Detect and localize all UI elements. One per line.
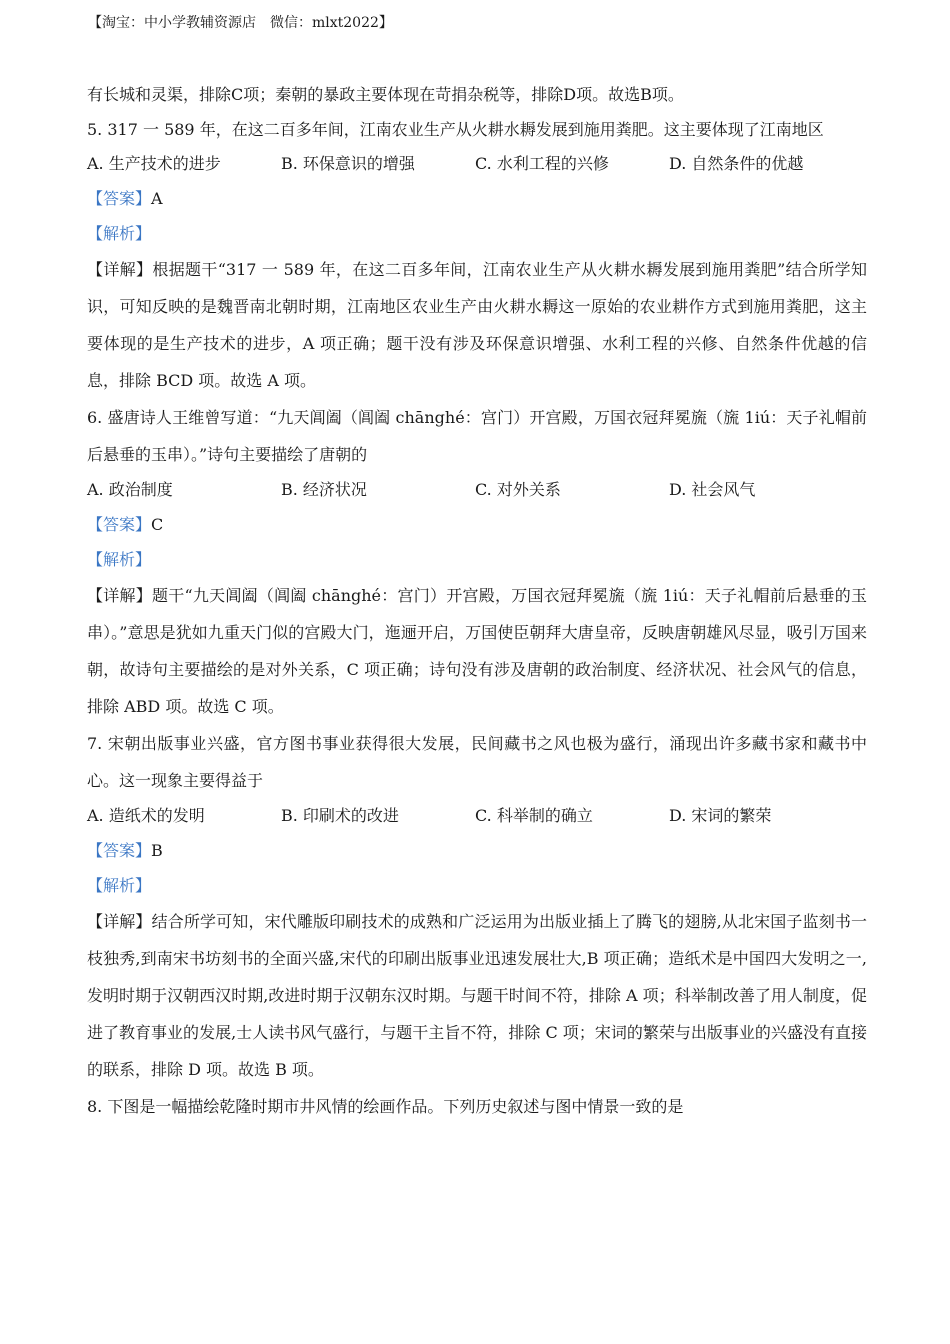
- answer-label: 【答案】: [87, 841, 152, 860]
- q5-option-a: A. 生产技术的进步: [87, 154, 221, 173]
- analysis-label: 【解析】: [87, 224, 152, 243]
- q7-options: [87, 799, 867, 833]
- q6-answer: [87, 507, 867, 543]
- analysis-label: 【解析】: [87, 550, 152, 569]
- q6-question: 6. 盛唐诗人王维曾写道：“九天阊阖（阊阖 chānghé：宫门）开宫殿，万国衣冠拜冕旒（旒 1iú：天子礼帽前后悬垂的玉串）。”诗句主要描绘了唐朝的: [87, 408, 867, 464]
- answer-label: 【答案】: [87, 515, 152, 534]
- q5-analysis: [87, 217, 867, 251]
- q7-answer: [87, 833, 867, 869]
- q6-option-d: D. 社会风气: [669, 480, 756, 499]
- q6-answer-value: C: [151, 515, 164, 534]
- detail-label: 【详解】: [87, 912, 152, 931]
- q7-detail-text: 结合所学可知，宋代雕版印刷技术的成熟和广泛运用为出版业插上了腾飞的翅膀,从北宋国子监刻书一枝独秀,到南宋书坊刻书的全面兴盛,宋代的印刷出版事业迅速发展壮大,B 项正确；造纸术是中国四大发明之一,发明时期于汉朝西汉时期,改进时期于汉朝东汉时期。与题干时间不符，排除 A 项；科举制改善了用人制度，促进了教育事业的发展,士人读书风气盛行，与题干主旨不符，排除 C 项；宋词的繁荣与出版事业的兴盛没有直接的联系，排除 D 项。故选 B 项。: [87, 912, 867, 1079]
- q5-options: [87, 147, 867, 181]
- q6-analysis: [87, 543, 867, 577]
- q6-detail: [87, 577, 867, 725]
- q5-question: 5. 317 一 589 年，在这二百多年间，江南农业生产从火耕水耨发展到施用粪肥。这主要体现了江南地区: [87, 120, 824, 139]
- q7-answer-value: B: [151, 841, 163, 860]
- q6-options: [87, 473, 867, 507]
- q8-question: 8. 下图是一幅描绘乾隆时期市井风情的绘画作品。下列历史叙述与图中情景一致的是: [87, 1097, 684, 1116]
- q7-detail: [87, 903, 867, 1088]
- q5-option-d: D. 自然条件的优越: [669, 154, 804, 173]
- q5-answer: [87, 181, 867, 217]
- q7-option-a: A. 造纸术的发明: [87, 806, 205, 825]
- answer-label: 【答案】: [87, 189, 152, 208]
- q7-question: 7. 宋朝出版事业兴盛，官方图书事业获得很大发展，民间藏书之风也极为盛行，涌现出许多藏书家和藏书中心。这一现象主要得益于: [87, 734, 867, 790]
- q7-option-d: D. 宋词的繁荣: [669, 806, 772, 825]
- q7-option-c: C. 科举制的确立: [475, 806, 593, 825]
- detail-label: 【详解】: [87, 586, 152, 605]
- previous-explanation-tail: 有长城和灵渠，排除C项；秦朝的暴政主要体现在苛捐杂税等，排除D项。故选B项。: [87, 85, 684, 104]
- q7-analysis: [87, 869, 867, 903]
- document-body: [87, 76, 867, 1125]
- q6-detail-text: 题干“九天阊阖（阊阖 chānghé：宫门）开宫殿，万国衣冠拜冕旒（旒 1iú：天子礼帽前后悬垂的玉串）。”意思是犹如九重天门似的宫殿大门，迤逦开启，万国使臣朝拜大唐皇帝，反映唐朝雄风尽显，吸引万国来朝，故诗句主要描绘的是对外关系，C 项正确；诗句没有涉及唐朝的政治制度、经济状况、社会风气的信息，排除 ABD 项。故选 C 项。: [87, 586, 867, 716]
- detail-label: 【详解】: [87, 260, 153, 279]
- q5-option-b: B. 环保意识的增强: [281, 154, 415, 173]
- q5-option-c: C. 水利工程的兴修: [475, 154, 609, 173]
- q5-detail: [87, 251, 867, 399]
- q6-option-a: A. 政治制度: [87, 480, 173, 499]
- q7-option-b: B. 印刷术的改进: [281, 806, 399, 825]
- page-header: 【淘宝：中小学教辅资源店 微信：mlxt2022】: [88, 15, 393, 31]
- q6-option-c: C. 对外关系: [475, 480, 561, 499]
- analysis-label: 【解析】: [87, 876, 152, 895]
- q5-detail-text: 根据题干“317 一 589 年，在这二百多年间，江南农业生产从火耕水耨发展到施用粪肥”结合所学知识，可知反映的是魏晋南北朝时期，江南地区农业生产由火耕水耨这一原始的农业耕作方式到施用粪肥，这主要体现的是生产技术的进步，A 项正确；题干没有涉及环保意识增强、水利工程的兴修、自然条件优越的信息，排除 BCD 项。故选 A 项。: [87, 260, 867, 390]
- q6-option-b: B. 经济状况: [281, 480, 367, 499]
- q5-answer-value: A: [151, 189, 163, 208]
